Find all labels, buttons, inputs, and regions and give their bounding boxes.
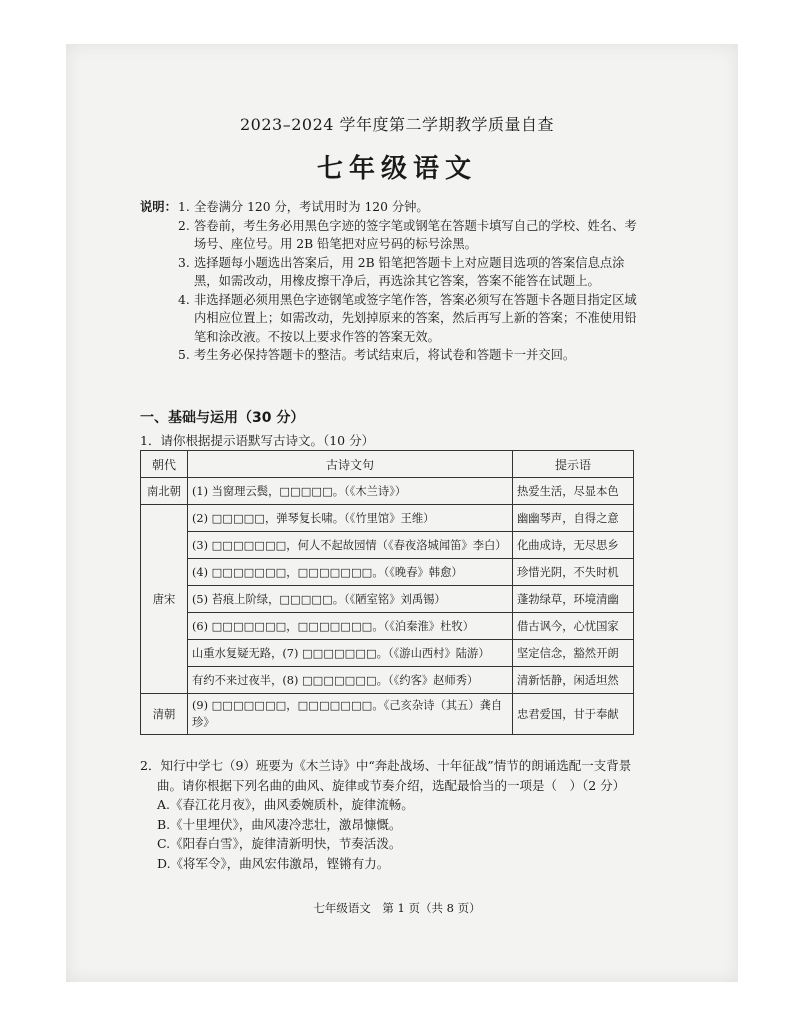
question-1-stem: 1．请你根据提示语默写古诗文。（10 分） xyxy=(140,433,375,448)
verse-cell: (5) 苔痕上阶绿，□□□□□。（《陋室铭》刘禹锡） xyxy=(188,586,513,613)
dynasty-cell: 南北朝 xyxy=(141,478,188,505)
question-2 xyxy=(140,756,640,873)
instruction-text: 考生务必保持答题卡的整洁。考试结束后，将试卷和答题卡一并交回。 xyxy=(194,348,576,362)
section-heading: 一、基础与运用（30 分） xyxy=(140,410,305,426)
instruction-text: 全卷满分 120 分，考试用时为 120 分钟。 xyxy=(194,200,429,214)
table-row xyxy=(141,613,634,640)
hint-cell: 坚定信念，豁然开朗 xyxy=(513,640,634,667)
instruction-number: 2. xyxy=(178,218,190,233)
instruction-item xyxy=(140,254,640,291)
page-footer: 七年级语文 第 1 页（共 8 页） xyxy=(313,901,481,915)
table-row xyxy=(141,532,634,559)
option-b: B.《十里埋伏》，曲风凄冷悲壮，激昂慷慨。 xyxy=(157,816,402,832)
table-row xyxy=(141,640,634,667)
instruction-item xyxy=(140,291,640,347)
instruction-item xyxy=(140,346,640,365)
instruction-number: 3. xyxy=(178,255,190,270)
question-2-stem-continued: 曲。请你根据下列名曲的曲风、旋律或节奏介绍，选配最恰当的一项是（ ）（2 分） xyxy=(157,777,626,793)
table-row xyxy=(141,559,634,586)
table-row xyxy=(141,478,634,505)
hint-cell: 忠君爱国，甘于奉献 xyxy=(513,694,634,735)
hint-cell: 热爱生活，尽显本色 xyxy=(513,478,634,505)
hint-cell: 幽幽琴声，自得之意 xyxy=(513,505,634,532)
option-c: C.《阳春白雪》，旋律清新明快，节奏活泼。 xyxy=(157,836,402,851)
verse-cell: (9) □□□□□□□，□□□□□□□。《己亥杂诗（其五）龚自珍》 xyxy=(188,694,513,735)
dynasty-cell: 清朝 xyxy=(141,694,188,735)
verse-cell: (6) □□□□□□□，□□□□□□□。（《泊秦淮》杜牧） xyxy=(188,613,513,640)
header-dynasty: 朝代 xyxy=(141,451,188,478)
instruction-text: 选择题每小题选出答案后，用 2B 铅笔把答题卡上对应题目选项的答案信息点涂黑，如需改动，用橡皮擦干净后，再选涂其它答案，答案不能答在试题上。 xyxy=(194,255,625,288)
instruction-item xyxy=(140,217,640,254)
instruction-number: 1. xyxy=(178,200,190,214)
dynasty-cell: 唐宋 xyxy=(141,505,188,694)
hint-cell: 借古讽今，心忧国家 xyxy=(513,613,634,640)
verse-cell: 有约不来过夜半，(8) □□□□□□□。（《约客》赵师秀） xyxy=(188,667,513,694)
instructions xyxy=(140,198,640,365)
verse-cell: (1) 当窗理云鬓，□□□□□。（《木兰诗》） xyxy=(188,478,513,505)
header-hint: 提示语 xyxy=(513,451,634,478)
hint-cell: 清新恬静，闲适坦然 xyxy=(513,667,634,694)
verse-cell: (2) □□□□□，弹琴复长啸。（《竹里馆》王维） xyxy=(188,505,513,532)
poem-table xyxy=(140,450,634,735)
table-row xyxy=(141,586,634,613)
instruction-text: 答卷前，考生务必用黑色字迹的签字笔或钢笔在答题卡填写自己的学校、姓名、考场号、座位号。用 2B 铅笔把对应号码的标号涂黑。 xyxy=(194,218,637,251)
instruction-number: 5. xyxy=(178,348,190,362)
option-d: D.《将军令》，曲风宏伟激昂，铿锵有力。 xyxy=(157,855,390,871)
table-row xyxy=(141,694,634,735)
instructions-label: 说明： xyxy=(140,199,177,214)
verse-cell: (4) □□□□□□□，□□□□□□□。（《晚春》韩愈） xyxy=(188,559,513,586)
exam-title: 七年级语文 xyxy=(316,154,477,184)
hint-cell: 珍惜光阴，不失时机 xyxy=(513,559,634,586)
verse-cell: 山重水复疑无路，(7) □□□□□□□。（《游山西村》陆游） xyxy=(188,640,513,667)
option-a: A.《春江花月夜》，曲风委婉质朴，旋律流畅。 xyxy=(157,797,414,812)
table-row xyxy=(141,505,634,532)
header-verse: 古诗文句 xyxy=(188,451,513,478)
instruction-number: 4. xyxy=(178,292,190,307)
instruction-item xyxy=(140,198,640,217)
instruction-text: 非选择题必须用黑色字迹钢笔或签字笔作答，答案必须写在答题卡各题目指定区域内相应位置上；如需改动，先划掉原来的答案，然后再写上新的答案；不准使用铅笔和涂改液。不按以上要求作答的答案无效。 xyxy=(194,292,637,344)
hint-cell: 蓬勃绿草，环境清幽 xyxy=(513,586,634,613)
question-2-stem: 2．知行中学七（9）班要为《木兰诗》中“奔赴战场、十年征战”情节的朗诵选配一支背景 xyxy=(140,758,632,773)
table-row xyxy=(141,667,634,694)
hint-cell: 化曲成诗，无尽思乡 xyxy=(513,532,634,559)
exam-subtitle: 2023–2024 学年度第二学期教学质量自查 xyxy=(239,115,555,134)
table-header-row xyxy=(141,451,634,478)
verse-cell: (3) □□□□□□□，何人不起故园情（《春夜洛城闻笛》李白） xyxy=(188,532,513,559)
